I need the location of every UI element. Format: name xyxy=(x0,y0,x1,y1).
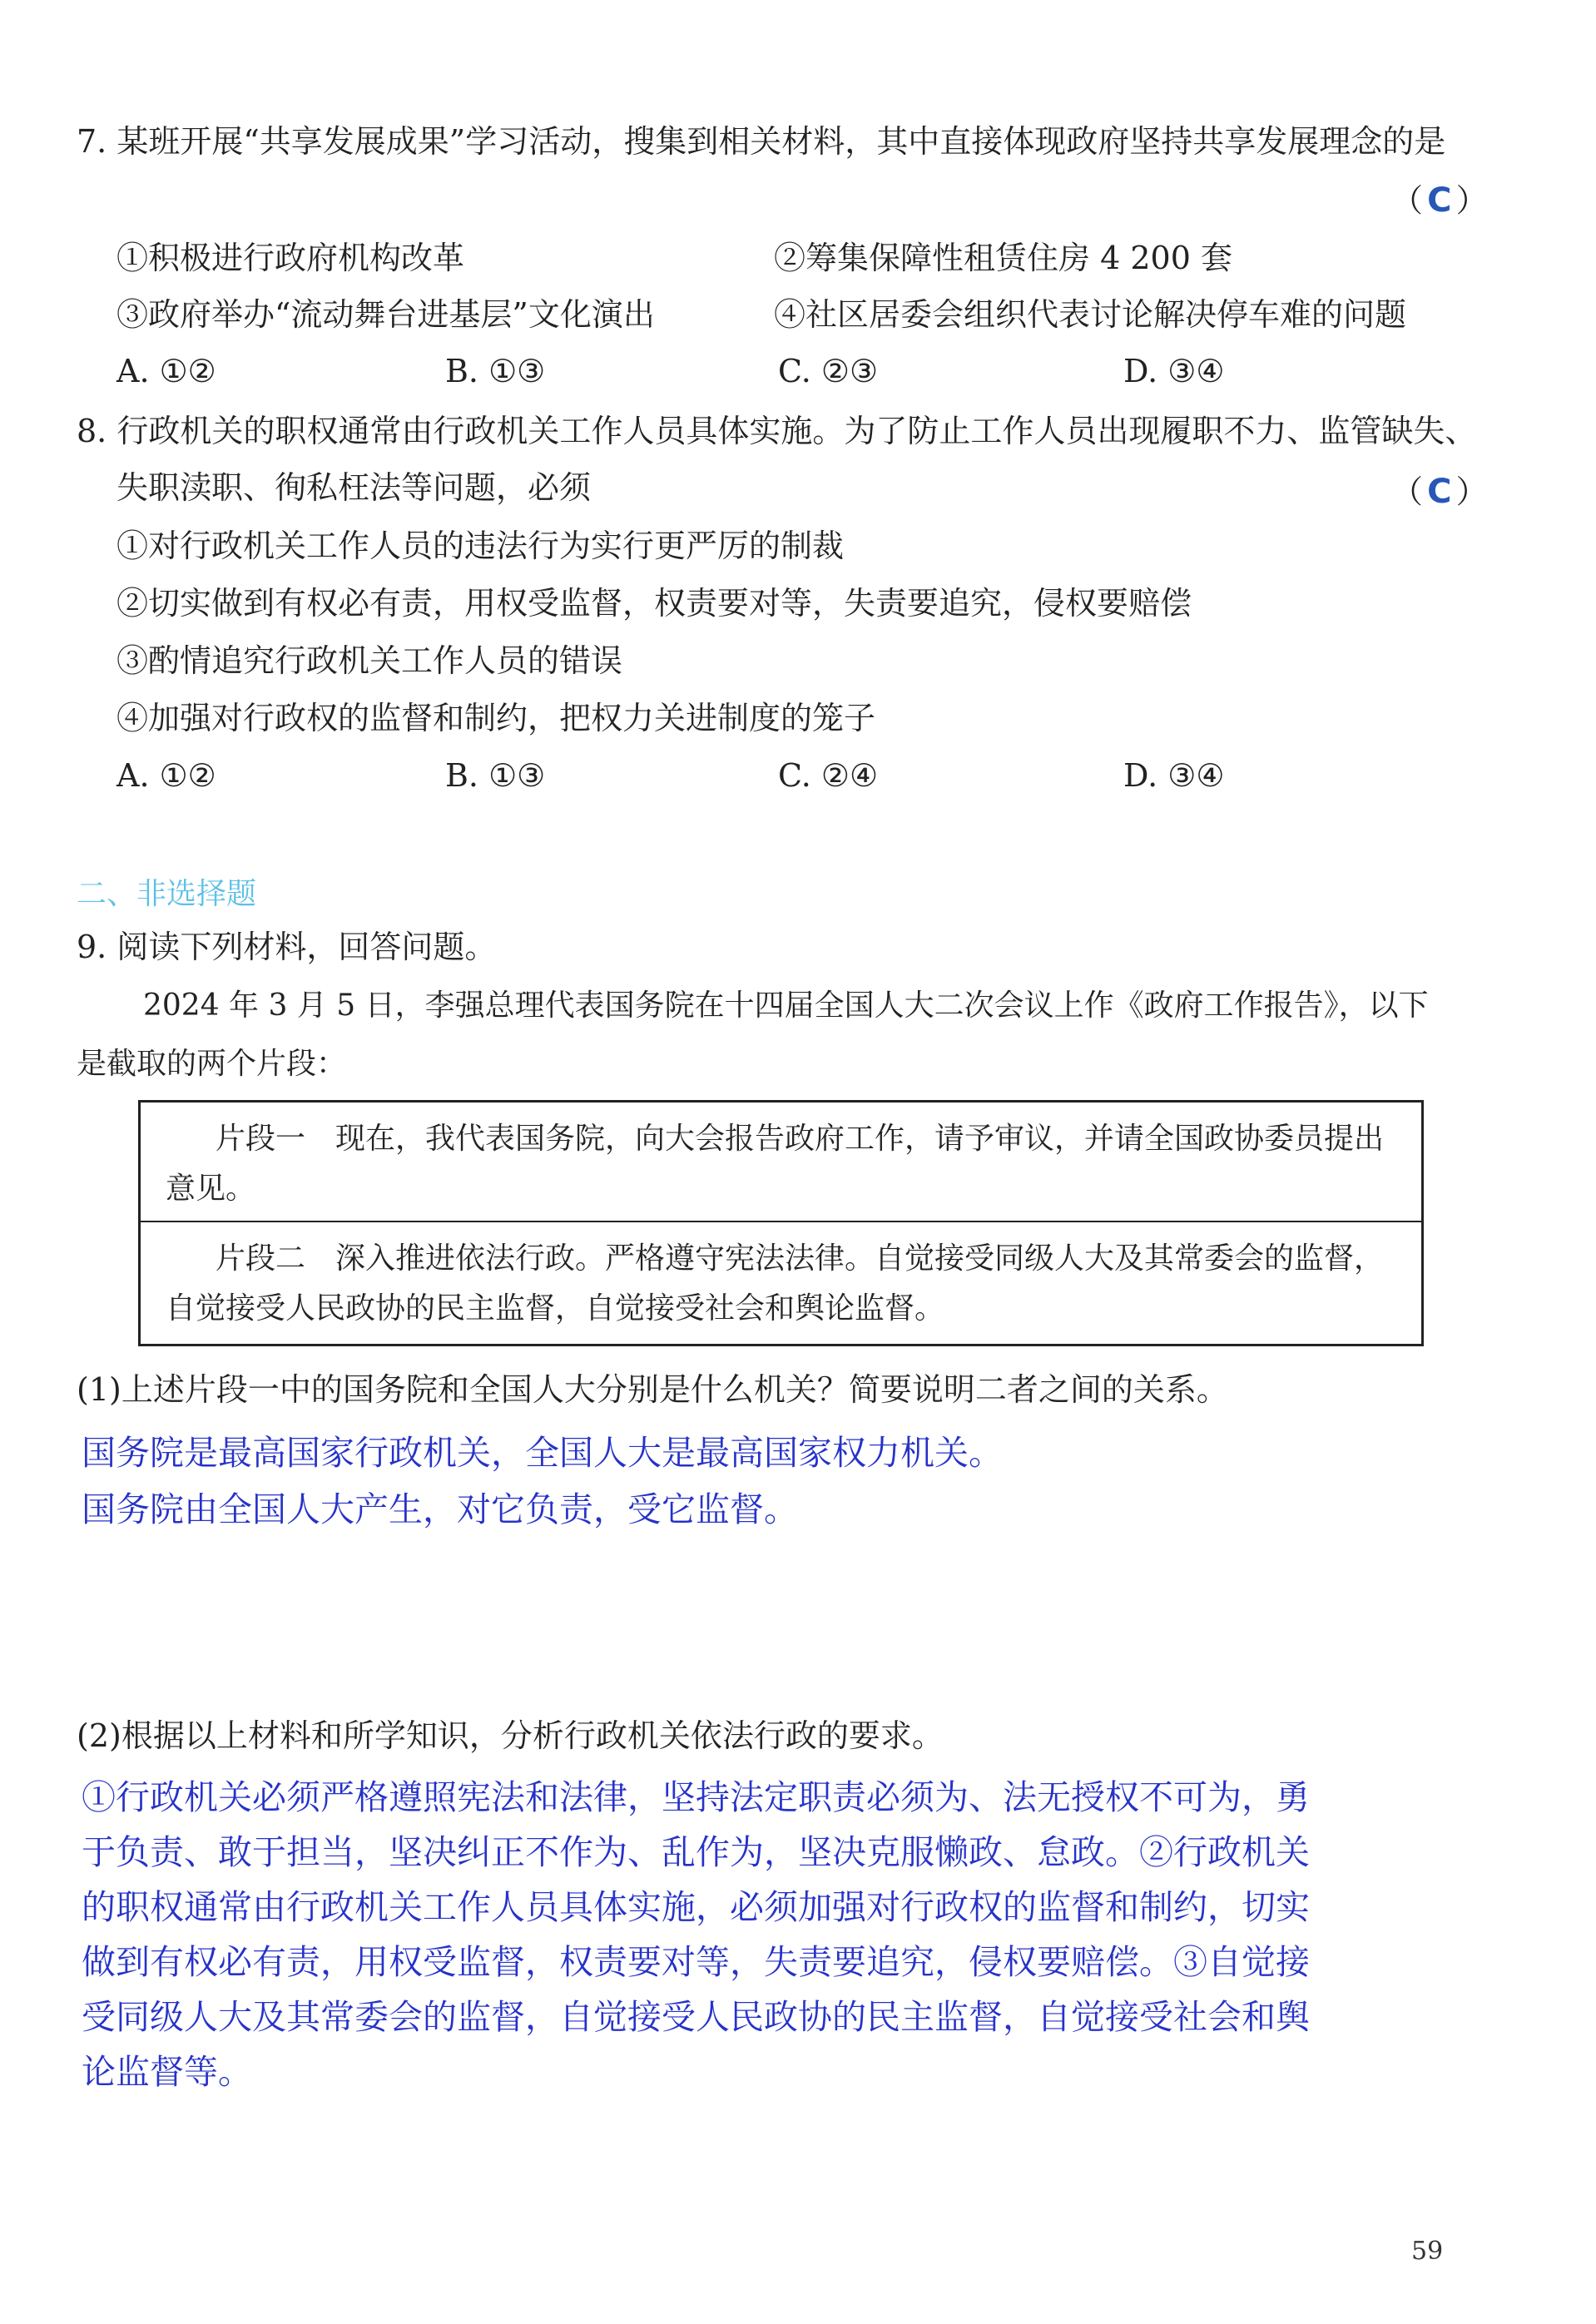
q8-answer-bracket xyxy=(1391,466,1488,512)
q9-intro-line2: 是截取的两个片段： xyxy=(77,1047,347,1081)
q7-option-b: B. ①③ xyxy=(445,353,546,389)
q7-paren-open: （ xyxy=(1391,182,1424,219)
q7-stem: 7. 某班开展“共享发展成果”学习活动，搜集到相关材料，其中直接体现政府坚持共享发展理念的是 xyxy=(77,123,1446,160)
q9-sub1: (1)上述片段一中的国务院和全国人大分别是什么机关？简要说明二者之间的关系。 xyxy=(77,1371,1228,1408)
q7-option-d: D. ③④ xyxy=(1123,353,1225,389)
q7-item-2: ②筹集保障性租赁住房 4 200 套 xyxy=(774,240,1232,276)
q8-stem-line1: 8. 行政机关的职权通常由行政机关工作人员具体实施。为了防止工作人员出现履职不力、监管缺失、 xyxy=(77,413,1477,449)
q8-option-a: A. ①② xyxy=(116,757,216,794)
fragment-1: 片段一 现在，我代表国务院，向大会报告政府工作，请予审议，并请全国政协委员提出意见。 xyxy=(166,1122,1385,1206)
q8-option-d: D. ③④ xyxy=(1123,757,1225,794)
q9-answer2-line2: 于负责、敢于担当，坚决纠正不作为、乱作为，坚决克服懒政、怠政。②行政机关 xyxy=(82,1832,1310,1872)
q7-paren-close: ） xyxy=(1455,182,1488,219)
q9-answer1-line1: 国务院是最高国家行政机关，全国人大是最高国家权力机关。 xyxy=(82,1433,1003,1473)
q7-item-1: ①积极进行政府机构改革 xyxy=(116,240,465,276)
q8-option-b: B. ①③ xyxy=(445,757,546,794)
q9-sub2: (2)根据以上材料和所学知识，分析行政机关依法行政的要求。 xyxy=(77,1717,944,1754)
page-number: 59 xyxy=(1411,2237,1444,2266)
q8-paren-close: ） xyxy=(1455,473,1488,510)
q8-item-3: ③酌情追究行政机关工作人员的错误 xyxy=(116,642,623,679)
q9-answer2-line5: 受同级人大及其常委会的监督，自觉接受人民政协的民主监督，自觉接受社会和舆 xyxy=(82,1997,1310,2037)
q7-option-a: A. ①② xyxy=(116,353,216,389)
q9-answer2-line6: 论监督等。 xyxy=(82,2052,252,2092)
fragment-2: 片段二 深入推进依法行政。严格遵守宪法法律。自觉接受同级人大及其常委会的监督，自觉接受人民政协的民主监督，自觉接受社会和舆论监督。 xyxy=(166,1241,1385,1326)
q8-option-c: C. ②④ xyxy=(778,757,879,794)
q8-item-2: ②切实做到有权必有责，用权受监督，权责要对等，失责要追究，侵权要赔偿 xyxy=(116,585,1192,622)
fragment-box xyxy=(138,1100,1424,1346)
q8-answer: C xyxy=(1427,473,1452,511)
q9-stem: 9. 阅读下列材料，回答问题。 xyxy=(77,929,497,965)
q9-answer2-line3: 的职权通常由行政机关工作人员具体实施，必须加强对行政权的监督和制约，切实 xyxy=(82,1887,1310,1927)
fragment-divider xyxy=(141,1221,1421,1222)
q8-item-4: ④加强对行政权的监督和制约，把权力关进制度的笼子 xyxy=(116,700,876,736)
q7-item-4: ④社区居委会组织代表讨论解决停车难的问题 xyxy=(774,296,1407,333)
q8-stem-line2: 失职渎职、徇私枉法等问题，必须 xyxy=(116,469,592,506)
q7-answer: C xyxy=(1427,181,1452,220)
q8-paren-open: （ xyxy=(1391,473,1424,510)
q9-answer2-line4: 做到有权必有责，用权受监督，权责要对等，失责要追究，侵权要赔偿。③自觉接 xyxy=(82,1942,1310,1982)
q8-item-1: ①对行政机关工作人员的违法行为实行更严厉的制裁 xyxy=(116,528,845,564)
q7-answer-bracket xyxy=(1391,175,1488,221)
q7-item-3: ③政府举办“流动舞台进基层”文化演出 xyxy=(116,296,655,333)
q9-intro-line1: 2024 年 3 月 5 日，李强总理代表国务院在十四届全国人大二次会议上作《政府工作报告》，以下 xyxy=(143,989,1429,1023)
section-title: 二、非选择题 xyxy=(77,877,257,911)
q7-option-c: C. ②③ xyxy=(778,353,879,389)
q9-answer2-line1: ①行政机关必须严格遵照宪法和法律，坚持法定职责必须为、法无授权不可为，勇 xyxy=(82,1777,1310,1817)
q9-answer1-line2: 国务院由全国人大产生，对它负责，受它监督。 xyxy=(82,1489,798,1529)
